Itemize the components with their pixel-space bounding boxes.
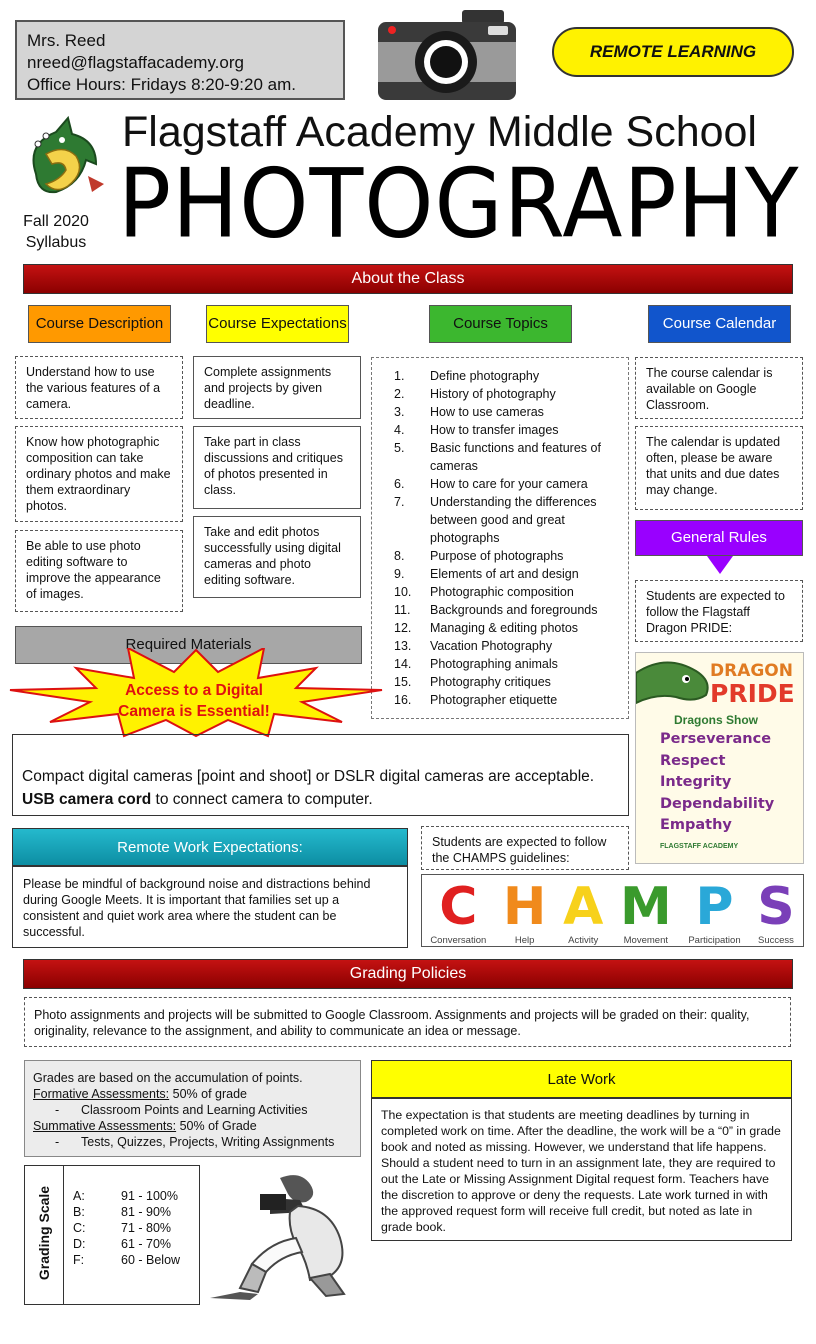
topic-item: 12. Managing & editing photos: [394, 621, 579, 635]
grading-scale-table: [24, 1165, 200, 1305]
remote-work-text: Please be mindful of background noise and distractions behind during Google Meets. It is important that families set up a consistent and quiet work area where the student can be successful.: [12, 866, 408, 948]
course-expectations-header: Course Expectations: [206, 305, 349, 343]
course-description-header: Course Description: [28, 305, 171, 343]
topic-item: 2. History of photography: [394, 387, 556, 401]
teacher-email[interactable]: nreed@flagstaffacademy.org: [27, 53, 244, 72]
champs-letter: H: [502, 877, 547, 937]
materials-box: [12, 734, 629, 816]
champs-letter: S: [757, 877, 795, 937]
divider: [63, 1166, 64, 1304]
value-integrity: Integrity: [660, 774, 732, 790]
champs-h: [503, 879, 547, 946]
materials-cameras: Compact digital cameras [point and shoot] or DSLR digital cameras are acceptable.: [22, 768, 595, 785]
value-dependability: Dependability: [660, 795, 775, 812]
course-topics-header: Course Topics: [429, 305, 572, 343]
remote-learning-badge: REMOTE LEARNING: [552, 27, 794, 77]
champs-word: Movement: [623, 935, 668, 946]
topic-item: 13. Vacation Photography: [394, 639, 553, 653]
down-arrow-icon: [707, 556, 733, 574]
materials-cord: USB camera cord to connect camera to computer.: [22, 791, 373, 808]
topic-item: 8. Purpose of photographs: [394, 549, 564, 563]
camera-icon: [376, 8, 518, 107]
points-line: Grades are based on the accumulation of points.: [33, 1071, 303, 1085]
general-rules-header: General Rules: [635, 520, 803, 556]
topic-item: 14. Photographing animals: [394, 657, 558, 671]
grade-rows: [73, 1188, 180, 1268]
formative-item: - Classroom Points and Learning Activities: [55, 1103, 308, 1117]
champs-s: [757, 879, 794, 946]
formative-line: Formative Assessments: 50% of grade: [33, 1087, 247, 1101]
grading-banner: Grading Policies: [23, 959, 793, 989]
topic-item: 15. Photography critiques: [394, 675, 551, 689]
calendar-item: The calendar is updated often, please be aware that units and due dates may change.: [635, 426, 803, 510]
camera-essential-callout: Access to a Digital Camera is Essential!: [118, 682, 270, 720]
poster-title-2: PRIDE: [710, 679, 795, 708]
course-title: PHOTOGRAPHY: [118, 147, 800, 260]
grading-scale-title: Grading Scale: [36, 1185, 52, 1281]
teacher-contact-box: [15, 20, 345, 100]
champs-word: Activity: [568, 935, 599, 946]
grade-row: D: 61 - 70%: [73, 1237, 172, 1251]
topic-item: 3. How to use cameras: [394, 405, 544, 419]
term-season: Fall 2020: [23, 213, 89, 230]
champs-intro: Students are expected to follow the CHAMPS guidelines:: [421, 826, 629, 870]
topic-item: 16. Photographer etiquette: [394, 693, 558, 707]
photographer-illustration: [210, 1168, 360, 1303]
champs-a: [563, 879, 603, 946]
school-title: Flagstaff Academy Middle School: [122, 108, 757, 156]
champs-letter: P: [695, 877, 734, 937]
topic-item: 10. Photographic composition: [394, 585, 574, 599]
champs-word: Success: [758, 935, 794, 946]
champs-graphic: [421, 874, 804, 947]
office-hours: Office Hours: Fridays 8:20-9:20 am.: [27, 75, 296, 94]
value-empathy: Empathy: [660, 817, 732, 833]
topic-item: 4. How to transfer images: [394, 423, 559, 437]
champs-letter: M: [619, 877, 672, 937]
champs-letter: A: [563, 877, 604, 937]
value-respect: Respect: [660, 752, 726, 769]
dragon-logo-icon: [16, 114, 106, 211]
term-label: [10, 211, 102, 253]
expectation-item: Take and edit photos successfully using digital cameras and photo editing software.: [193, 516, 361, 598]
champs-word: Help: [514, 935, 535, 946]
champs-c: [430, 879, 486, 946]
topic-item: 9. Elements of art and design: [394, 567, 579, 581]
description-item: Know how photographic composition can take ordinary photos and make them extraordinary photos.: [15, 426, 183, 522]
grade-composition-box: [24, 1060, 361, 1157]
summative-item: - Tests, Quizzes, Projects, Writing Assignments: [55, 1135, 335, 1149]
description-item: Be able to use photo editing software to improve the appearance of images.: [15, 530, 183, 612]
about-banner: About the Class: [23, 264, 793, 294]
topic-item: 6. How to care for your camera: [394, 477, 588, 491]
champs-p: [688, 879, 740, 946]
dragon-pride-poster: [635, 652, 804, 864]
champs-word: Conversation: [430, 935, 487, 946]
topic-item: 7. Understanding the differences between good and great photographs: [394, 495, 597, 545]
expectation-item: Take part in class discussions and critiques of photos presented in class.: [193, 426, 361, 509]
poster-values: [660, 729, 774, 837]
course-calendar-header: Course Calendar: [648, 305, 791, 343]
topic-item: 5. Basic functions and features of cameras: [394, 441, 601, 473]
grade-row: B: 81 - 90%: [73, 1205, 172, 1219]
champs-letter: C: [439, 877, 478, 937]
teacher-name: Mrs. Reed: [27, 31, 106, 50]
grade-row: F: 60 - Below: [73, 1253, 181, 1267]
term-doc: Syllabus: [25, 234, 87, 251]
calendar-item: The course calendar is available on Google Classroom.: [635, 357, 803, 419]
remote-work-header: Remote Work Expectations:: [12, 828, 408, 866]
poster-footer: FLAGSTAFF ACADEMY: [660, 843, 739, 850]
topic-item: 1. Define photography: [394, 369, 540, 383]
expectation-item: Complete assignments and projects by given deadline.: [193, 356, 361, 419]
course-topics-list: [371, 357, 629, 719]
grading-intro: Photo assignments and projects will be submitted to Google Classroom. Assignments and projects will be graded on their: quality, originality, relevance to the assignment, and ability to communicate an idea or message.: [24, 997, 791, 1047]
grade-row: A: 91 - 100%: [73, 1189, 178, 1203]
champs-m: [620, 879, 672, 946]
general-rules-text: Students are expected to follow the Flagstaff Dragon PRIDE:: [635, 580, 803, 642]
grade-row: C: 71 - 80%: [73, 1221, 172, 1235]
value-perseverance: Perseverance: [660, 731, 772, 747]
champs-word: Participation: [688, 935, 741, 946]
poster-subtitle: Dragons Show: [674, 713, 759, 727]
late-work-header: Late Work: [371, 1060, 792, 1098]
poster-title-1: DRAGON: [710, 661, 793, 681]
required-materials-header: Required Materials: [15, 626, 362, 664]
topic-item: 11. Backgrounds and foregrounds: [394, 603, 598, 617]
summative-line: Summative Assessments: 50% of Grade: [33, 1119, 257, 1133]
late-work-text: The expectation is that students are meeting deadlines by turning in completed work on time. After the deadline, the work will be a “0” in grade book and noted as missing. However, we understand that life happens. Should a student need to turn in an assignment late, they are required to out the Late or Missing Assignment Digital request form. Teachers have the discretion to approve or deny the requests. Late work turned in with the approved request form will receive full credit, but noted as late in grade book.: [371, 1098, 792, 1241]
description-item: Understand how to use the various features of a camera.: [15, 356, 183, 419]
